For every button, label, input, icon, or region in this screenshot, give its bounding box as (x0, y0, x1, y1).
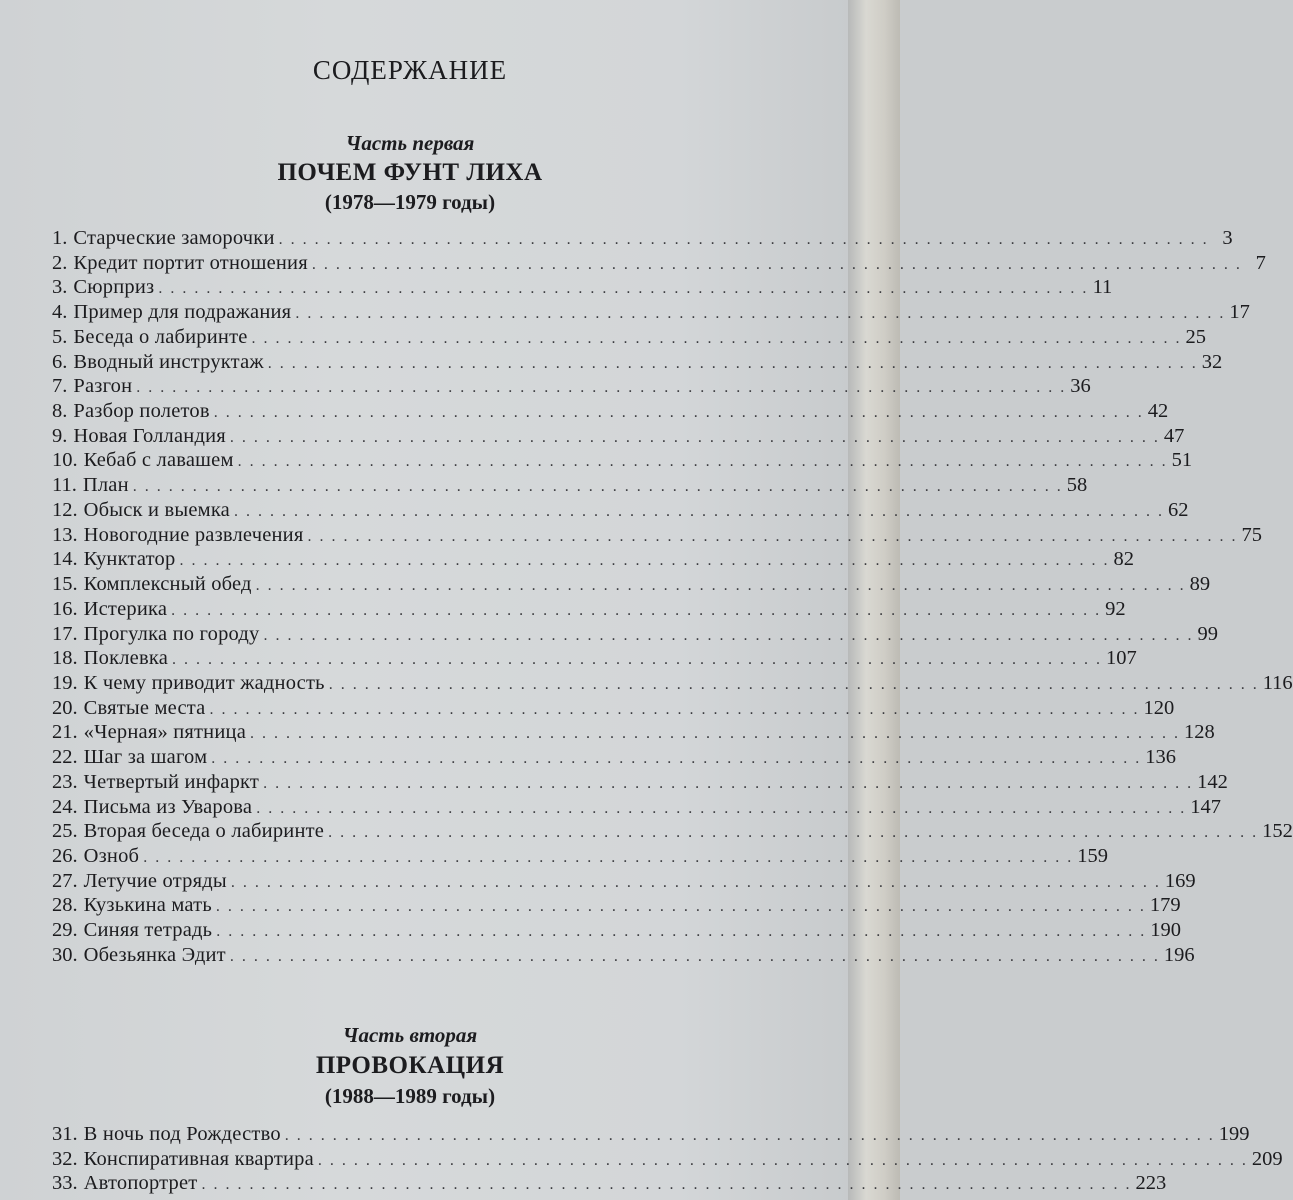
entry-page-number: 159 (1077, 844, 1108, 867)
toc-entry (52, 399, 1169, 424)
entry-number: 27. (52, 869, 78, 892)
toc-entry (52, 770, 1228, 795)
entry-number: 5. (52, 325, 68, 348)
toc-entry (52, 597, 1126, 622)
dot-leader: . . . . . . . . . . . . . . . . . . . . . . . . . . . . . . . . . . . . . . . . . . . . . . . . . . . . . . . . . . . . . . . . . . . . . . . . . . . . . . (284, 1127, 1215, 1144)
entry-title: Кунктатор (83, 548, 176, 571)
entry-page-number: 209 (1251, 1147, 1283, 1170)
entry-title: Конспиративная квартира (83, 1147, 314, 1170)
entry-title: Озноб (83, 844, 140, 867)
entry-page-number: 179 (1149, 894, 1181, 917)
entry-number: 4. (52, 301, 68, 324)
dot-leader: . . . . . . . . . . . . . . . . . . . . . . . . . . . . . . . . . . . . . . . . . . . . . . . . . . . . . . . . . . . . . . . . . . . . . . . . . . . . . . (143, 848, 1074, 866)
dot-leader: . . . . . . . . . . . . . . . . . . . . . . . . . . . . . . . . . . . . . . . . . . . . . . . . . . . . . . . . . . . . . . . . . . . . . . . . . . . . . . (211, 750, 1142, 768)
entry-title: Кебаб с лавашем (83, 449, 234, 472)
toc-entry (52, 448, 1193, 473)
toc-entry (52, 795, 1221, 820)
entry-page-number: 136 (1145, 746, 1177, 769)
entry-number: 6. (52, 350, 68, 373)
entry-number: 16. (52, 597, 78, 620)
entry-number: 32. (52, 1147, 78, 1170)
toc-entry (52, 424, 1185, 449)
dot-leader: . . . . . . . . . . . . . . . . . . . . . . . . . . . . . . . . . . . . . . . . . . . . . . . . . . . . . . . . . . . . . . . . . . . . . . . . . . . . . . (215, 898, 1146, 916)
part-one-entries (52, 226, 1293, 968)
dot-leader: . . . . . . . . . . . . . . . . . . . . . . . . . . . . . . . . . . . . . . . . . . . . . . . . . . . . . . . . . . . . . . . . . . . . . . . . . . . . . . (136, 379, 1067, 397)
toc-entry (52, 300, 1250, 325)
dot-leader: . . . . . . . . . . . . . . . . . . . . . . . . . . . . . . . . . . . . . . . . . . . . . . . . . . . . . . . . . . . . . . . . . . . . . . . . . . . . . . (237, 453, 1168, 471)
entry-title: Кузькина мать (83, 894, 212, 917)
entry-title: В ночь под Рождество (83, 1123, 281, 1145)
toc-entry (52, 696, 1175, 721)
dot-leader: . . . . . . . . . . . . . . . . . . . . . . . . . . . . . . . . . . . . . . . . . . . . . . . . . . . . . . . . . . . . . . . . . . . . . . . . . . . . . . (295, 305, 1226, 323)
entry-page-number: 82 (1113, 548, 1134, 571)
entry-number: 11. (52, 474, 77, 497)
entry-number: 28. (52, 894, 78, 917)
dot-leader: . . . . . . . . . . . . . . . . . . . . . . . . . . . . . . . . . . . . . . . . . . . . . . . . . . . . . . . . . . . . . . . . . . . . . . . . . . . . . . (328, 824, 1259, 842)
entry-number: 7. (52, 375, 68, 398)
dot-leader: . . . . . . . . . . . . . . . . . . . . . . . . . . . . . . . . . . . . . . . . . . . . . . . . . . . . . . . . . . . . . . . . . . . . . . . . . . . . . . (317, 1151, 1248, 1169)
entry-page-number: 51 (1171, 449, 1193, 472)
entry-title: Летучие отряды (83, 869, 227, 892)
toc-entry (52, 1122, 1250, 1147)
entry-title: Разбор полетов (73, 400, 210, 423)
entry-title: Сюрприз (73, 276, 155, 299)
entry-page-number: 7 (1255, 251, 1266, 274)
entry-number: 23. (52, 770, 78, 793)
entry-page-number: 120 (1143, 696, 1175, 719)
entry-title: Шаг за шагом (83, 746, 208, 769)
toc-entry (52, 572, 1211, 597)
entry-page-number: 17 (1229, 301, 1250, 324)
dot-leader: . . . . . . . . . . . . . . . . . . . . . . . . . . . . . . . . . . . . . . . . . . . . . . . . . . . . . . . . . . . . . . . . . . . . . . . . . . . . . . (179, 552, 1110, 570)
entry-number: 33. (52, 1172, 78, 1195)
entry-title: Новая Голландия (73, 424, 226, 447)
entry-number: 24. (52, 795, 78, 818)
toc-entry (52, 523, 1262, 548)
entry-page-number: 58 (1066, 474, 1088, 497)
entry-number: 2. (52, 251, 68, 274)
entry-page-number: 11 (1092, 276, 1113, 299)
toc-entry (52, 226, 1233, 251)
entry-number: 13. (52, 523, 78, 546)
entry-page-number: 36 (1070, 375, 1091, 398)
entry-page-number: 99 (1197, 622, 1218, 645)
part-one-title: ПОЧЕМ ФУНТ ЛИХА (277, 159, 543, 186)
entry-page-number: 147 (1190, 795, 1221, 818)
part-two-label: Часть вторая (342, 1023, 478, 1047)
entry-page-number: 223 (1135, 1172, 1167, 1195)
toc-entry (52, 918, 1181, 943)
entry-number: 14. (52, 548, 78, 571)
entry-title: Святые места (83, 696, 206, 719)
entry-title: Синяя тетрадь (83, 919, 213, 942)
toc-entry (52, 251, 1266, 276)
dot-leader: . . . . . . . . . . . . . . . . . . . . . . . . . . . . . . . . . . . . . . . . . . . . . . . . . . . . . . . . . . . . . . . . . . . . . . . . . . . . . . (172, 651, 1102, 669)
dot-leader: . . . . . . . . . . . . . . . . . . . . . . . . . . . . . . . . . . . . . . . . . . . . . . . . . . . . . . . . . . . . . . . . . . . . . . . . . . . . . . (209, 700, 1140, 718)
toc-entry (52, 275, 1113, 300)
toc-entry (52, 498, 1189, 523)
dot-leader: . . . . . . . . . . . . . . . . . . . . . . . . . . . . . . . . . . . . . . . . . . . . . . . . . . . . . . . . . . . . . . . . . . . . . . . . . . . . . . (216, 923, 1147, 941)
entry-title: К чему приводит жадность (83, 671, 325, 694)
dot-leader: . . . . . . . . . . . . . . . . . . . . . . . . . . . . . . . . . . . . . . . . . . . . . . . . . . . . . . . . . . . . . . . . . . . . . . . . . . . . . . (234, 502, 1164, 520)
toc-entry (52, 943, 1195, 968)
entry-number: 31. (52, 1123, 78, 1145)
entry-page-number: 89 (1189, 573, 1211, 596)
entry-page-number: 92 (1105, 597, 1126, 620)
entry-title: Обыск и выемка (83, 498, 230, 521)
dot-leader: . . . . . . . . . . . . . . . . . . . . . . . . . . . . . . . . . . . . . . . . . . . . . . . . . . . . . . . . . . . . . . . . . . . . . . . . . . . . . . (255, 577, 1186, 595)
dot-leader: . . . . . . . . . . . . . . . . . . . . . . . . . . . . . . . . . . . . . . . . . . . . . . . . . . . . . . . . . . . . . . . . . . . . . . . . . . . . . . (328, 675, 1259, 693)
entry-page-number: 128 (1184, 721, 1215, 744)
entry-title: Автопортрет (83, 1172, 198, 1195)
dot-leader: . . . . . . . . . . . . . . . . . . . . . . . . . . . . . . . . . . . . . . . . . . . . . . . . . . . . . . . . . . . . . . . . . . . . . . . . . . . . . . (263, 774, 1194, 792)
entry-page-number: 107 (1106, 647, 1137, 670)
entry-title: Пример для подражания (73, 301, 292, 324)
entry-title: Обезьянка Эдит (83, 943, 226, 966)
entry-number: 9. (52, 424, 68, 447)
toc-entry (52, 671, 1293, 696)
entry-title: Четвертый инфаркт (83, 770, 260, 793)
toc-entry (52, 350, 1223, 375)
dot-leader: . . . . . . . . . . . . . . . . . . . . . . . . . . . . . . . . . . . . . . . . . . . . . . . . . . . . . . . . . . . . . . . . . . . . . . . . . . . . . . (307, 527, 1238, 545)
dot-leader: . . . . . . . . . . . . . . . . . . . . . . . . . . . . . . . . . . . . . . . . . . . . . . . . . . . . . . . . . . . . . . . . . . . . . . . . . . . . . . (267, 354, 1198, 372)
dot-leader: . . . . . . . . . . . . . . . . . . . . . . . . . . . . . . . . . . . . . . . . . . . . . . . . . . . . . . . . . . . . . . . . . . . . . . . . . . . . . . (278, 231, 1209, 248)
entry-page-number: 196 (1163, 943, 1195, 966)
entry-page-number: 32 (1201, 350, 1223, 373)
entry-number: 25. (52, 820, 78, 843)
entry-title: Поклевка (83, 647, 168, 670)
entry-number: 15. (52, 573, 78, 596)
dot-leader: . . . . . . . . . . . . . . . . . . . . . . . . . . . . . . . . . . . . . . . . . . . . . . . . . . . . . . . . . . . . . . . . . . . . . . . . . . . . . . (213, 404, 1144, 422)
entry-title: Старческие заморочки (73, 227, 275, 249)
toc-entry (52, 547, 1134, 572)
part-one-label: Часть первая (345, 131, 475, 155)
entry-number: 20. (52, 696, 78, 719)
toc-entry (52, 745, 1177, 770)
toc-entry (52, 1147, 1283, 1172)
entry-title: Разгон (73, 375, 133, 398)
entry-title: Письма из Уварова (83, 795, 253, 818)
toc-entry (52, 473, 1088, 498)
dot-leader: . . . . . . . . . . . . . . . . . . . . . . . . . . . . . . . . . . . . . . . . . . . . . . . . . . . . . . . . . . . . . . . . . . . . . . . . . . . . . . (229, 947, 1160, 965)
dot-leader: . . . . . . . . . . . . . . . . . . . . . . . . . . . . . . . . . . . . . . . . . . . . . . . . . . . . . . . . . . . . . . . . . . . . . . . . . . . . . . (230, 873, 1161, 891)
entry-number: 12. (52, 498, 78, 521)
entry-title: Комплексный обед (83, 573, 252, 596)
toc-entry (52, 893, 1181, 918)
entry-number: 8. (52, 400, 68, 423)
part-two-title: ПРОВОКАЦИЯ (315, 1052, 505, 1079)
entry-number: 29. (52, 919, 78, 942)
entry-page-number: 75 (1241, 523, 1262, 546)
entry-title: Истерика (83, 597, 168, 620)
dot-leader: . . . . . . . . . . . . . . . . . . . . . . . . . . . . . . . . . . . . . . . . . . . . . . . . . . . . . . . . . . . . . . . . . . . . . . . . . . . . . . (229, 428, 1160, 446)
entry-number: 19. (52, 671, 78, 694)
entry-number: 21. (52, 721, 78, 744)
toc-entry (52, 869, 1196, 894)
entry-title: План (82, 474, 129, 497)
entry-number: 26. (52, 844, 78, 867)
entry-title: Беседа о лабиринте (73, 325, 248, 348)
toc-entry (52, 646, 1137, 671)
entry-title: Прогулка по городу (83, 622, 260, 645)
dot-leader: . . . . . . . . . . . . . . . . . . . . . . . . . . . . . . . . . . . . . . . . . . . . . . . . . . . . . . . . . . . . . . . . . . . . . . . . . . . . . . (158, 280, 1089, 298)
toc-entry (52, 720, 1215, 745)
toc-entry (52, 1171, 1167, 1196)
entry-page-number: 42 (1147, 400, 1169, 423)
toc-entry (52, 622, 1218, 647)
entry-number: 17. (52, 622, 78, 645)
entry-title: Вторая беседа о лабиринте (83, 820, 325, 843)
part-one-years: (1978—1979 годы) (324, 190, 496, 214)
entry-number: 3. (52, 276, 68, 299)
toc-entry (52, 325, 1207, 350)
toc-entry (52, 844, 1108, 869)
entry-number: 10. (52, 449, 78, 472)
dot-leader: . . . . . . . . . . . . . . . . . . . . . . . . . . . . . . . . . . . . . . . . . . . . . . . . . . . . . . . . . . . . . . . . . . . . . . . . . . . . . . (132, 478, 1063, 496)
entry-page-number: 142 (1197, 770, 1228, 793)
toc-entry (52, 819, 1293, 844)
entry-page-number: 190 (1150, 919, 1181, 942)
entry-number: 30. (52, 943, 78, 966)
entry-title: Кредит портит отношения (73, 251, 308, 274)
toc-heading: СОДЕРЖАНИЕ (312, 55, 508, 85)
entry-title: Вводный инструктаж (73, 350, 264, 373)
entry-title: «Черная» пятница (83, 721, 246, 744)
entry-number: 22. (52, 746, 78, 769)
part-two-entries (52, 1122, 1283, 1196)
entry-page-number: 62 (1168, 498, 1189, 521)
entry-number: 18. (52, 647, 78, 670)
entry-page-number: 47 (1163, 424, 1185, 447)
entry-page-number: 199 (1218, 1123, 1250, 1145)
dot-leader: . . . . . . . . . . . . . . . . . . . . . . . . . . . . . . . . . . . . . . . . . . . . . . . . . . . . . . . . . . . . . . . . . . . . . . . . . . . . . . (250, 725, 1180, 743)
toc-entry (52, 374, 1091, 399)
entry-page-number: 3 (1222, 227, 1233, 249)
dot-leader: . . . . . . . . . . . . . . . . . . . . . . . . . . . . . . . . . . . . . . . . . . . . . . . . . . . . . . . . . . . . . . . . . . . . . . . . . . . . . . (201, 1176, 1132, 1194)
entry-page-number: 25 (1185, 325, 1207, 348)
entry-number: 1. (52, 227, 68, 249)
dot-leader: . . . . . . . . . . . . . . . . . . . . . . . . . . . . . . . . . . . . . . . . . . . . . . . . . . . . . . . . . . . . . . . . . . . . . . . . . . . . . . (171, 601, 1102, 619)
dot-leader: . . . . . . . . . . . . . . . . . . . . . . . . . . . . . . . . . . . . . . . . . . . . . . . . . . . . . . . . . . . . . . . . . . . . . . . . . . . . . . (251, 329, 1182, 347)
dot-leader: . . . . . . . . . . . . . . . . . . . . . . . . . . . . . . . . . . . . . . . . . . . . . . . . . . . . . . . . . . . . . . . . . . . . . . . . . . . . . . (311, 255, 1242, 273)
entry-title: Новогодние развлечения (83, 523, 304, 546)
entry-page-number: 116 (1262, 671, 1293, 694)
entry-page-number: 152 (1262, 820, 1293, 843)
entry-page-number: 169 (1164, 869, 1196, 892)
dot-leader: . . . . . . . . . . . . . . . . . . . . . . . . . . . . . . . . . . . . . . . . . . . . . . . . . . . . . . . . . . . . . . . . . . . . . . . . . . . . . . (256, 799, 1187, 817)
dot-leader: . . . . . . . . . . . . . . . . . . . . . . . . . . . . . . . . . . . . . . . . . . . . . . . . . . . . . . . . . . . . . . . . . . . . . . . . . . . . . . (263, 626, 1194, 644)
part-two-years: (1988—1989 годы) (324, 1084, 496, 1108)
